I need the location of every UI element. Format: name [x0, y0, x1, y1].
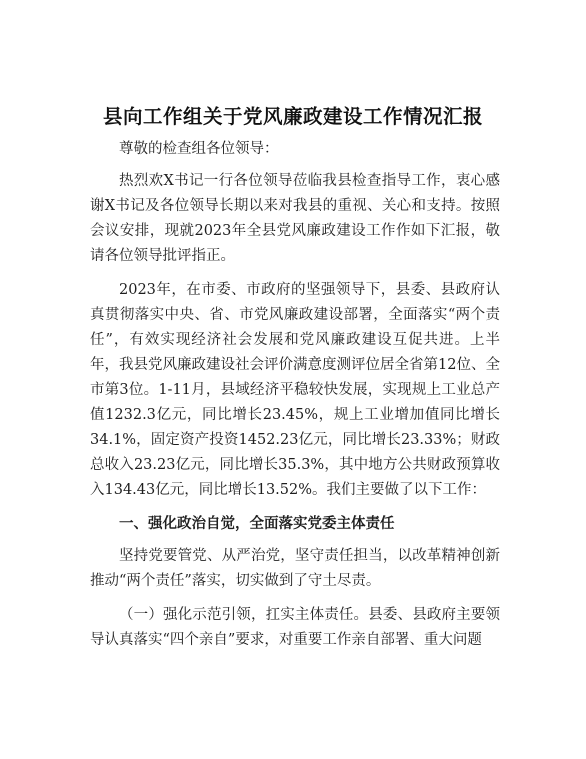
section-heading: 一、强化政治自觉，全面落实党委主体责任	[119, 515, 395, 532]
greeting-line: 尊敬的检查组各位领导：	[119, 141, 279, 157]
document-title: 县向工作组关于党风廉政建设工作情况汇报	[102, 105, 483, 128]
paragraph-overview: 2023年，在市委、市政府的坚强领导下，县委、县政府认真贯彻落实中央、省、市党风廉政建设部署，全面落实“两个责任”，有效实现经济社会发展和党风廉政建设互促共进。上半年，我县党风廉政建设社会评价满意度测评位居全省第12位、全市第3位。1-11月，县域经济平稳较快发展，实现规上工业总产值1232.3亿元，同比增长23.45%，规上工业增加值同比增长34.1%，固定资产投资1452.23亿元，同比增长23.33%；财政总收入23.23亿元，同比增长35.3%，其中地方公共财政预算收入134.43亿元，同比增长13.52%。我们主要做了以下工作：	[90, 282, 500, 498]
paragraph-responsibility: 坚持党要管党、从严治党，坚守责任担当，以改革精神创新推动“两个责任”落实，切实做到了守土尽责。	[90, 548, 500, 589]
document-body	[90, 137, 500, 653]
paragraph-subsection-1: （一）强化示范引领，扛实主体责任。县委、县政府主要领导认真落实“四个亲自”要求，对重要工作亲自部署、重大问题	[90, 607, 500, 648]
paragraph-welcome: 热烈欢X书记一行各位领导莅临我县检查指导工作，衷心感谢X书记及各位领导长期以来对我县的重视、关心和支持。按照会议安排，现就2023年全县党风廉政建设工作作如下汇报，敬请各位领导批评指正。	[90, 173, 500, 264]
